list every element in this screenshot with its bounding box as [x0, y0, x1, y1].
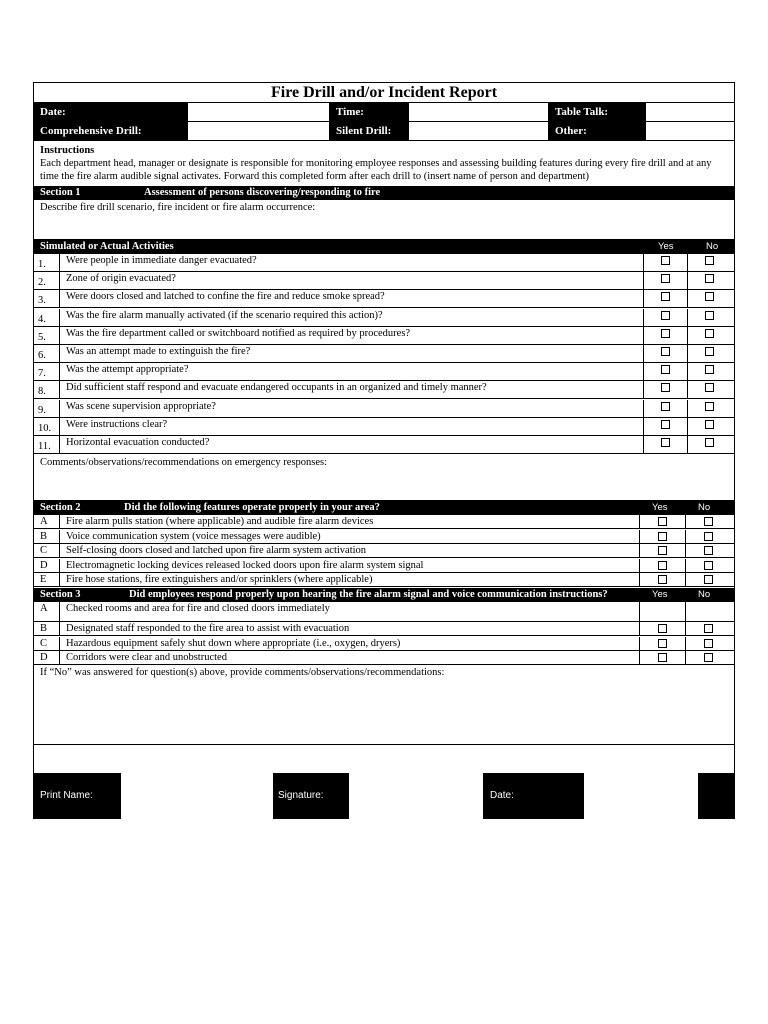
question-number: 8. — [34, 381, 60, 399]
table-talk-label: Table Talk: — [549, 103, 645, 121]
question-number: A — [34, 602, 60, 622]
time-label: Time: — [330, 103, 408, 121]
question-text: Horizontal evacuation conducted? — [66, 437, 210, 448]
no-cell — [688, 309, 734, 327]
activities-no-header: No — [706, 241, 719, 252]
question-row — [34, 290, 734, 308]
no-checkbox[interactable] — [705, 365, 714, 374]
yes-cell — [643, 363, 688, 381]
question-number: 6. — [34, 345, 60, 363]
question-text: Were doors closed and latched to confine the fire and reduce smoke spread? — [66, 291, 385, 303]
yes-cell — [639, 637, 686, 651]
no-cell — [688, 400, 734, 418]
question-row — [34, 573, 734, 587]
no-checkbox[interactable] — [704, 517, 713, 526]
yes-checkbox[interactable] — [658, 546, 667, 555]
yes-cell — [643, 400, 688, 418]
no-checkbox[interactable] — [704, 639, 713, 648]
yes-cell — [639, 573, 686, 587]
yes-checkbox[interactable] — [661, 365, 670, 374]
section1-title: Assessment of persons discovering/responding to fire — [144, 187, 381, 198]
question-number: 7. — [34, 363, 60, 381]
question-row — [34, 436, 734, 454]
silent-drill-label: Silent Drill: — [330, 121, 408, 140]
no-cell — [688, 290, 734, 308]
no-checkbox[interactable] — [705, 383, 714, 392]
no-answer-comments-field[interactable] — [34, 665, 734, 745]
question-number: B — [34, 622, 60, 636]
no-checkbox[interactable] — [704, 624, 713, 633]
no-cell — [688, 327, 734, 345]
yes-cell — [643, 309, 688, 327]
question-number: A — [34, 515, 60, 529]
print-name-field[interactable] — [121, 773, 273, 819]
question-row — [34, 651, 734, 665]
no-checkbox[interactable] — [705, 438, 714, 447]
question-number: 11. — [34, 436, 60, 454]
comprehensive-drill-label: Comprehensive Drill: — [34, 121, 187, 140]
yes-cell — [643, 381, 688, 399]
no-cell — [686, 530, 734, 544]
yes-checkbox[interactable] — [658, 517, 667, 526]
yes-checkbox[interactable] — [661, 329, 670, 338]
question-text: Corridors were clear and unobstructed — [66, 652, 227, 664]
yes-checkbox[interactable] — [658, 624, 667, 633]
yes-cell — [639, 544, 686, 558]
question-number: 3. — [34, 290, 60, 308]
question-number: E — [34, 573, 60, 587]
no-cell — [686, 559, 734, 573]
question-text: Designated staff responded to the fire area to assist with evacuation — [66, 623, 350, 634]
yes-cell — [639, 515, 686, 529]
no-checkbox[interactable] — [704, 561, 713, 570]
question-text: Was the attempt appropriate? — [66, 364, 189, 376]
yes-cell — [643, 254, 688, 272]
form-title: Fire Drill and/or Incident Report — [34, 83, 734, 103]
no-cell — [686, 602, 734, 622]
no-checkbox[interactable] — [704, 575, 713, 584]
emergency-comments-prompt: Comments/observations/recommendations on emergency responses: — [40, 457, 328, 468]
yes-checkbox[interactable] — [658, 561, 667, 570]
yes-checkbox[interactable] — [658, 639, 667, 648]
question-text: Were instructions clear? — [66, 418, 168, 430]
yes-checkbox[interactable] — [658, 653, 667, 662]
section2-title: Did the following features operate properly in your area? — [124, 502, 380, 513]
yes-cell — [643, 345, 688, 363]
yes-checkbox[interactable] — [658, 532, 667, 541]
no-cell — [686, 622, 734, 636]
yes-cell — [643, 418, 688, 436]
section1-label: Section 1 — [40, 187, 81, 198]
date-label: Date: — [34, 103, 187, 121]
no-checkbox[interactable] — [704, 546, 713, 555]
question-text: Electromagnetic locking devices released locked doors upon fire alarm system signal — [66, 559, 424, 571]
question-row — [34, 418, 734, 436]
question-text: Checked rooms and area for fire and closed doors immediately — [66, 603, 330, 614]
yes-cell — [639, 530, 686, 544]
question-text: Zone of origin evacuated? — [66, 273, 176, 285]
question-row — [34, 309, 734, 327]
activities-header — [34, 240, 734, 254]
yes-cell — [643, 290, 688, 308]
yes-checkbox[interactable] — [661, 311, 670, 320]
question-row — [34, 544, 734, 558]
question-number: 5. — [34, 327, 60, 345]
section3-yes-header: Yes — [652, 589, 668, 600]
yes-checkbox[interactable] — [661, 274, 670, 283]
question-number: B — [34, 530, 60, 544]
section2-no-header: No — [698, 502, 711, 513]
no-cell — [688, 254, 734, 272]
question-text: Fire hose stations, fire extinguishers and/or sprinklers (where applicable) — [66, 574, 373, 586]
section2-yes-header: Yes — [652, 502, 668, 513]
scenario-description-field[interactable] — [34, 200, 734, 240]
yes-checkbox[interactable] — [661, 256, 670, 265]
yes-checkbox[interactable] — [658, 575, 667, 584]
no-cell — [688, 345, 734, 363]
question-number: 4. — [34, 309, 60, 327]
yes-checkbox[interactable] — [661, 420, 670, 429]
question-row — [34, 559, 734, 573]
section3-title: Did employees respond properly upon hearing the fire alarm signal and voice communication instructions? — [129, 589, 608, 600]
no-checkbox[interactable] — [705, 347, 714, 356]
section1-header — [34, 186, 734, 200]
silent-drill-field[interactable] — [408, 121, 549, 140]
question-row — [34, 272, 734, 290]
no-checkbox[interactable] — [705, 420, 714, 429]
yes-cell — [639, 622, 686, 636]
no-cell — [688, 381, 734, 399]
yes-checkbox[interactable] — [661, 347, 670, 356]
question-row — [34, 602, 734, 622]
question-row — [34, 363, 734, 381]
instructions-block — [34, 140, 734, 186]
instructions-heading: Instructions — [40, 145, 95, 156]
no-checkbox[interactable] — [705, 292, 714, 301]
question-row — [34, 381, 734, 399]
no-cell — [686, 573, 734, 587]
activities-yes-header: Yes — [658, 241, 674, 252]
no-cell — [688, 272, 734, 290]
fire-drill-form — [33, 82, 735, 819]
no-checkbox[interactable] — [705, 329, 714, 338]
question-number: 10. — [34, 418, 60, 436]
section3-header — [34, 588, 734, 602]
question-number: D — [34, 651, 60, 665]
table-talk-field[interactable] — [645, 103, 734, 121]
question-number: D — [34, 559, 60, 573]
question-text: Was scene supervision appropriate? — [66, 400, 216, 412]
yes-cell — [643, 436, 688, 454]
section2-header — [34, 501, 734, 515]
yes-cell — [643, 272, 688, 290]
time-field[interactable] — [408, 103, 549, 121]
no-cell — [686, 515, 734, 529]
yes-checkbox[interactable] — [661, 438, 670, 447]
emergency-comments-field[interactable] — [34, 455, 734, 501]
question-text: Self-closing doors closed and latched upon fire alarm system activation — [66, 545, 367, 557]
signature-bar — [34, 773, 734, 819]
section3-label: Section 3 — [40, 589, 81, 600]
question-row — [34, 400, 734, 418]
section3-no-header: No — [698, 589, 711, 600]
yes-cell — [643, 327, 688, 345]
question-text: Were people in immediate danger evacuated? — [66, 255, 257, 266]
question-text: Voice communication system (voice messages were audible) — [66, 530, 321, 542]
comprehensive-drill-field[interactable] — [187, 121, 330, 140]
no-cell — [688, 363, 734, 381]
question-text: Fire alarm pulls station (where applicable) and audible fire alarm devices — [66, 516, 374, 527]
no-cell — [688, 418, 734, 436]
question-row — [34, 637, 734, 651]
question-text: Did sufficient staff respond and evacuate endangered occupants in an organized and timely manner? — [66, 382, 487, 394]
no-cell — [688, 436, 734, 454]
no-checkbox[interactable] — [705, 256, 714, 265]
yes-checkbox[interactable] — [661, 402, 670, 411]
yes-cell — [639, 602, 686, 622]
no-cell — [686, 651, 734, 665]
question-text: Was the fire alarm manually activated (if the scenario required this action)? — [66, 309, 383, 321]
date-field[interactable] — [187, 103, 330, 121]
no-answer-comments-prompt: If “No” was answered for question(s) above, provide comments/observations/recommendations: — [40, 667, 445, 678]
no-cell — [686, 637, 734, 651]
no-checkbox[interactable] — [705, 402, 714, 411]
no-checkbox[interactable] — [704, 532, 713, 541]
signature-date-field[interactable] — [584, 773, 698, 819]
question-row — [34, 622, 734, 636]
other-field[interactable] — [645, 121, 734, 140]
question-number: 1. — [34, 254, 60, 272]
question-row — [34, 345, 734, 363]
question-text: Hazardous equipment safely shut down where appropriate (i.e., oxygen, dryers) — [66, 637, 401, 649]
question-text: Was the fire department called or switchboard notified as required by procedures? — [66, 327, 411, 339]
yes-cell — [639, 559, 686, 573]
scenario-description-prompt: Describe fire drill scenario, fire incident or fire alarm occurrence: — [40, 202, 316, 213]
section2-label: Section 2 — [40, 502, 81, 513]
question-number: 2. — [34, 272, 60, 290]
question-number: C — [34, 544, 60, 558]
signature-field[interactable] — [349, 773, 483, 819]
no-cell — [686, 544, 734, 558]
question-row — [34, 515, 734, 529]
instructions-text: Each department head, manager or designate is responsible for monitoring employee responses and assessing building features during every fire drill and at any time the fire alarm audible signal activates. Forward this completed form after each drill to (insert name of person and department) — [40, 158, 712, 182]
question-text: Was an attempt made to extinguish the fire? — [66, 346, 251, 357]
signature-date-label: Date: — [490, 790, 514, 801]
no-checkbox[interactable] — [705, 311, 714, 320]
no-checkbox[interactable] — [704, 653, 713, 662]
question-row — [34, 327, 734, 345]
no-checkbox[interactable] — [705, 274, 714, 283]
activities-title: Simulated or Actual Activities — [40, 241, 174, 252]
yes-checkbox[interactable] — [661, 292, 670, 301]
question-row — [34, 530, 734, 544]
question-number: 9. — [34, 400, 60, 418]
yes-checkbox[interactable] — [661, 383, 670, 392]
other-label: Other: — [549, 121, 645, 140]
question-row — [34, 254, 734, 272]
question-number: C — [34, 637, 60, 651]
signature-label: Signature: — [278, 790, 324, 801]
print-name-label: Print Name: — [40, 790, 93, 801]
yes-cell — [639, 651, 686, 665]
